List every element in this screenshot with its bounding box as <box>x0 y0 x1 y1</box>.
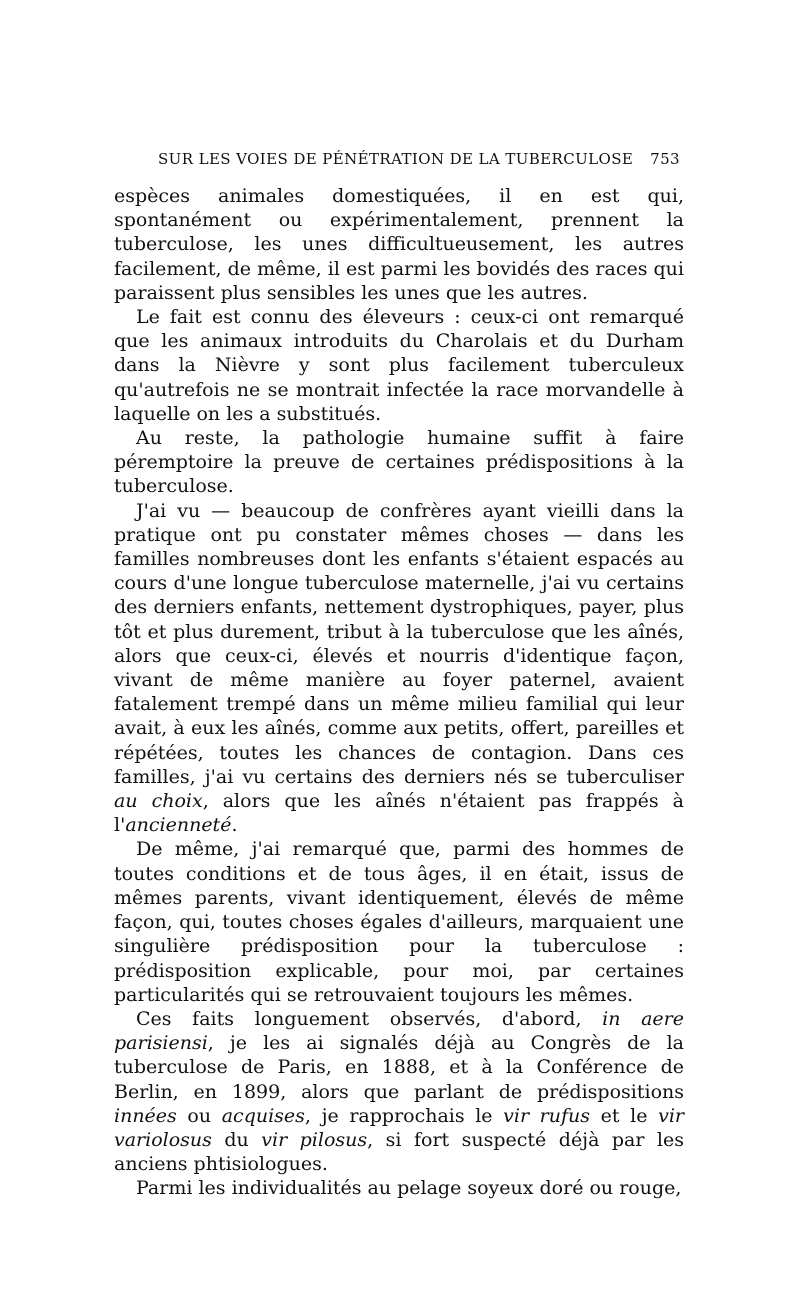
italic-vir-variolosus: vir variolosus <box>114 1104 684 1151</box>
paragraph-2: Le fait est connu des éleveurs : ceux-ci ont remarqué que les animaux introduits du Charolais et du Durham dans la Nièvre y sont plus facilement tuberculeux qu'autrefois ne se montrait infectée la race morvandelle à laquelle on les a substitués. <box>114 306 684 425</box>
paragraph-6-text-e: et le <box>590 1104 659 1127</box>
italic-innees: innées <box>114 1104 177 1127</box>
paragraph-6-text-b: , je les ai signalés déjà au Congrès de la tuberculose de Paris, en 1888, et à la Conférence de Berlin, en 1899, alors que parlant de prédispositions <box>114 1032 684 1103</box>
paragraph-3: Au reste, la pathologie humaine suffit à faire péremptoire la preuve de certaines prédispositions à la tuberculose. <box>114 427 684 498</box>
paragraph-6-text-g: , si fort suspecté déjà par les anciens phtisiologues. <box>114 1128 684 1176</box>
paragraph-6 <box>114 1007 684 1176</box>
paragraph-1: espèces animales domestiquées, il en est qui, spontanément ou expérimentalement, prennent la tuberculose, les unes difficultueusement, les autres facilement, de même, il est parmi les bovidés des races qui paraissent plus sensibles les unes que les autres. <box>114 185 684 304</box>
running-head <box>158 150 680 168</box>
italic-acquises: acquises <box>221 1104 305 1127</box>
paragraph-4-text-b: , alors que les aînés n'étaient pas frappés à l' <box>114 790 684 837</box>
italic-vir-rufus: vir rufus <box>503 1104 591 1127</box>
paragraph-6-text-a: Ces faits longuement observés, d'abord, <box>136 1007 603 1030</box>
paragraph-6-text-f: du <box>211 1128 262 1151</box>
italic-in-aere-parisiensi: in aere parisiensi <box>114 1007 684 1055</box>
paragraph-4 <box>114 499 684 838</box>
paragraph-4-text-a: J'ai vu — beaucoup de confrères ayant vieilli dans la pratique ont pu constater mêmes choses — dans les familles nombreuses dont les enfants s'étaient espacés au cours d'une longue tuberculose maternelle, j'ai vu certains des derniers enfants, nettement dystrophiques, payer, plus tôt et plus durement, tribut à la tuberculose que les aînés, alors que ceux-ci, élevés et nourris d'identique façon, vivant de même manière au foyer paternel, avaient fatalement trempé dans un même milieu familial qui leur avait, à eux les aînés, comme aux petits, offert, pareilles et répétées, toutes les chances de contagion. Dans ces familles, j'ai vu certains des derniers nés se tuberculiser <box>114 499 684 788</box>
italic-vir-pilosus: vir pilosus <box>261 1128 368 1151</box>
paragraph-6-text-d: , je rapprochais le <box>304 1104 504 1127</box>
italic-anciennete: ancienneté <box>125 814 232 837</box>
body-text <box>114 184 684 1201</box>
paragraph-6-text-c: ou <box>176 1104 222 1127</box>
italic-au-choix: au choix <box>114 790 203 813</box>
paragraph-7: Parmi les individualités au pelage soyeux doré ou rouge, <box>136 1177 682 1200</box>
paragraph-4-text-c: . <box>231 814 238 837</box>
running-title: SUR LES VOIES DE PÉNÉTRATION DE LA TUBERCULOSE <box>158 150 634 168</box>
paragraph-5: De même, j'ai remarqué que, parmi des hommes de toutes conditions et de tous âges, il en était, issus de mêmes parents, vivant identiquement, élevés de même façon, qui, toutes choses égales d'ailleurs, marquaient une singulière prédisposition pour la tuberculose : prédisposition explicable, pour moi, par certaines particularités qui se retrouvaient toujours les mêmes. <box>114 838 684 1006</box>
page-number: 753 <box>650 150 680 168</box>
